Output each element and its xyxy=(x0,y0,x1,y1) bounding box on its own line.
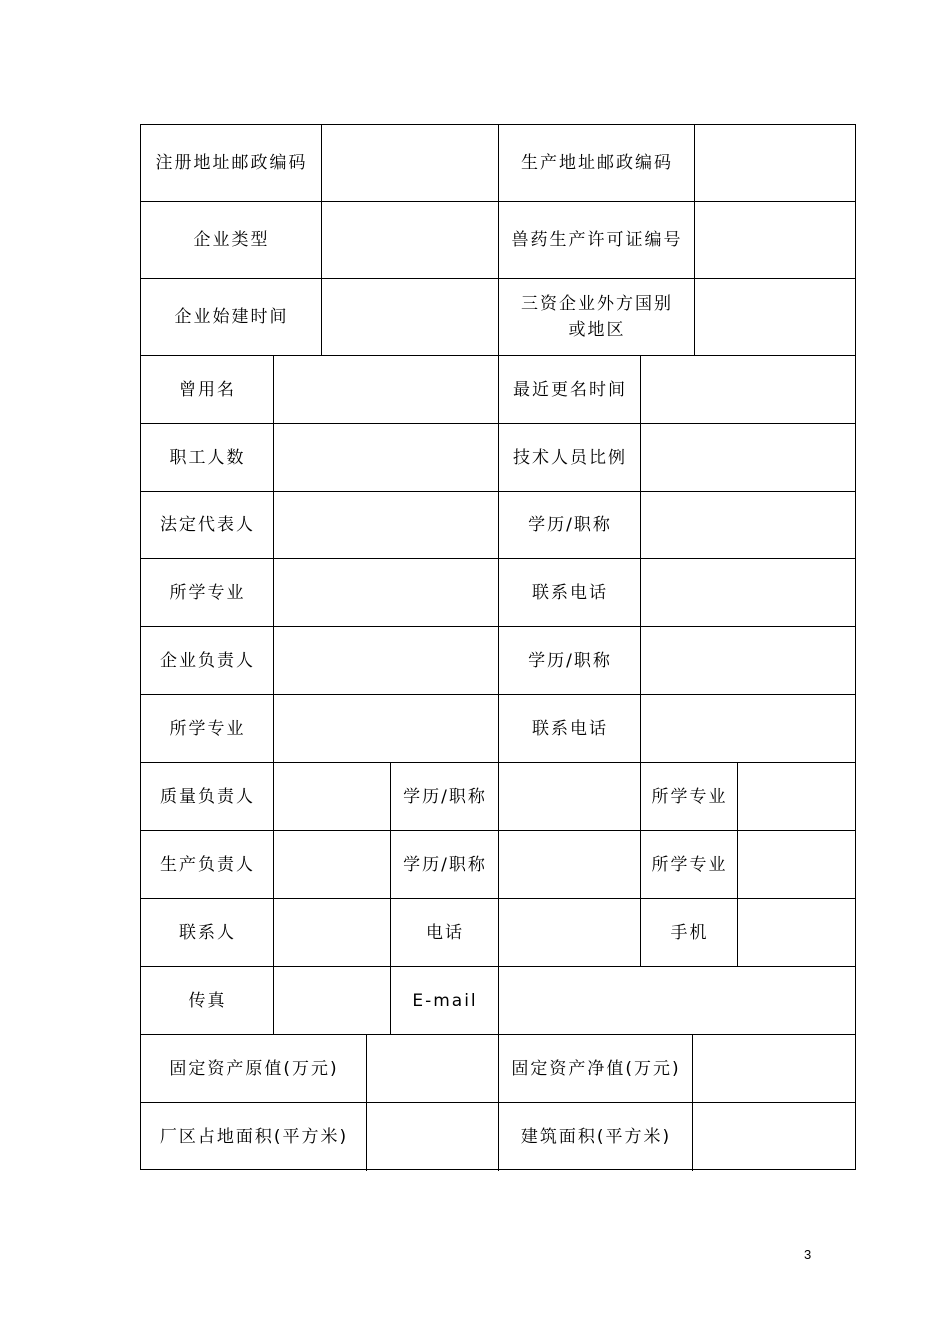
field-value-input[interactable] xyxy=(274,559,499,626)
field-value-input[interactable] xyxy=(693,1035,857,1102)
field-label: 企业始建时间 xyxy=(174,307,289,327)
field-label: 学历/职称 xyxy=(528,650,612,671)
field-value-input[interactable] xyxy=(274,424,499,491)
field-value-input[interactable] xyxy=(367,1103,499,1170)
field-value-input[interactable] xyxy=(274,695,499,762)
field-value-input[interactable] xyxy=(322,125,499,201)
field-value-input[interactable] xyxy=(274,899,391,966)
field-value-input[interactable] xyxy=(641,695,857,762)
field-label: 学历/职称 xyxy=(403,854,487,875)
field-value-input[interactable] xyxy=(274,763,391,830)
field-value-input[interactable] xyxy=(641,559,857,626)
field-value-input[interactable] xyxy=(274,967,391,1034)
field-label: 企业负责人 xyxy=(160,650,255,671)
page-number: 3 xyxy=(804,1247,812,1262)
field-value-input[interactable] xyxy=(499,899,641,966)
enterprise-info-form xyxy=(140,124,856,1170)
field-value-input[interactable] xyxy=(693,1103,857,1170)
field-label: 厂区占地面积(平方米) xyxy=(159,1126,349,1147)
field-label: 联系人 xyxy=(179,922,236,943)
field-value-input[interactable] xyxy=(322,279,499,355)
field-label: 联系电话 xyxy=(532,718,608,739)
field-value-input[interactable] xyxy=(695,202,857,278)
field-label: 手机 xyxy=(670,922,709,943)
field-label: 三资企业外方国别 或地区 xyxy=(521,294,673,340)
field-label: 学历/职称 xyxy=(403,786,487,807)
field-value-input[interactable] xyxy=(641,627,857,694)
field-label: 所学专业 xyxy=(169,582,246,603)
field-label: 所学专业 xyxy=(651,786,728,807)
field-value-input[interactable] xyxy=(738,763,857,830)
field-label: 技术人员比例 xyxy=(513,447,627,468)
field-value-input[interactable] xyxy=(274,831,391,898)
field-value-input[interactable] xyxy=(274,356,499,423)
field-value-input[interactable] xyxy=(274,492,499,558)
field-label: 建筑面积(平方米) xyxy=(520,1126,672,1147)
field-value-input[interactable] xyxy=(738,899,857,966)
field-label: 企业类型 xyxy=(193,230,270,250)
field-value-input[interactable] xyxy=(367,1035,499,1102)
field-value-input[interactable] xyxy=(695,125,857,201)
field-value-input[interactable] xyxy=(322,202,499,278)
field-label: 最近更名时间 xyxy=(513,379,627,400)
field-label: 曾用名 xyxy=(179,379,236,400)
field-value-input[interactable] xyxy=(499,967,857,1034)
field-label: 传真 xyxy=(188,990,227,1011)
field-label: 学历/职称 xyxy=(528,515,612,535)
field-label: 所学专业 xyxy=(651,854,728,875)
field-label: 职工人数 xyxy=(169,447,246,468)
field-value-input[interactable] xyxy=(641,424,857,491)
field-label: 生产地址邮政编码 xyxy=(521,153,673,173)
field-label: 电话 xyxy=(426,922,464,943)
field-label: 固定资产原值(万元) xyxy=(169,1058,339,1079)
field-label: 联系电话 xyxy=(532,582,608,603)
field-value-input[interactable] xyxy=(499,763,641,830)
field-label: 所学专业 xyxy=(169,718,246,739)
field-value-input[interactable] xyxy=(641,356,857,423)
field-label: E-mail xyxy=(412,990,478,1011)
field-value-input[interactable] xyxy=(274,627,499,694)
field-label: 兽药生产许可证编号 xyxy=(511,230,683,250)
field-value-input[interactable] xyxy=(641,492,857,558)
field-label: 生产负责人 xyxy=(160,854,255,875)
field-value-input[interactable] xyxy=(695,279,857,355)
field-value-input[interactable] xyxy=(499,831,641,898)
field-label: 注册地址邮政编码 xyxy=(155,153,308,173)
field-value-input[interactable] xyxy=(738,831,857,898)
field-label: 质量负责人 xyxy=(160,786,255,807)
field-label: 法定代表人 xyxy=(160,515,255,535)
field-label: 固定资产净值(万元) xyxy=(511,1058,681,1079)
